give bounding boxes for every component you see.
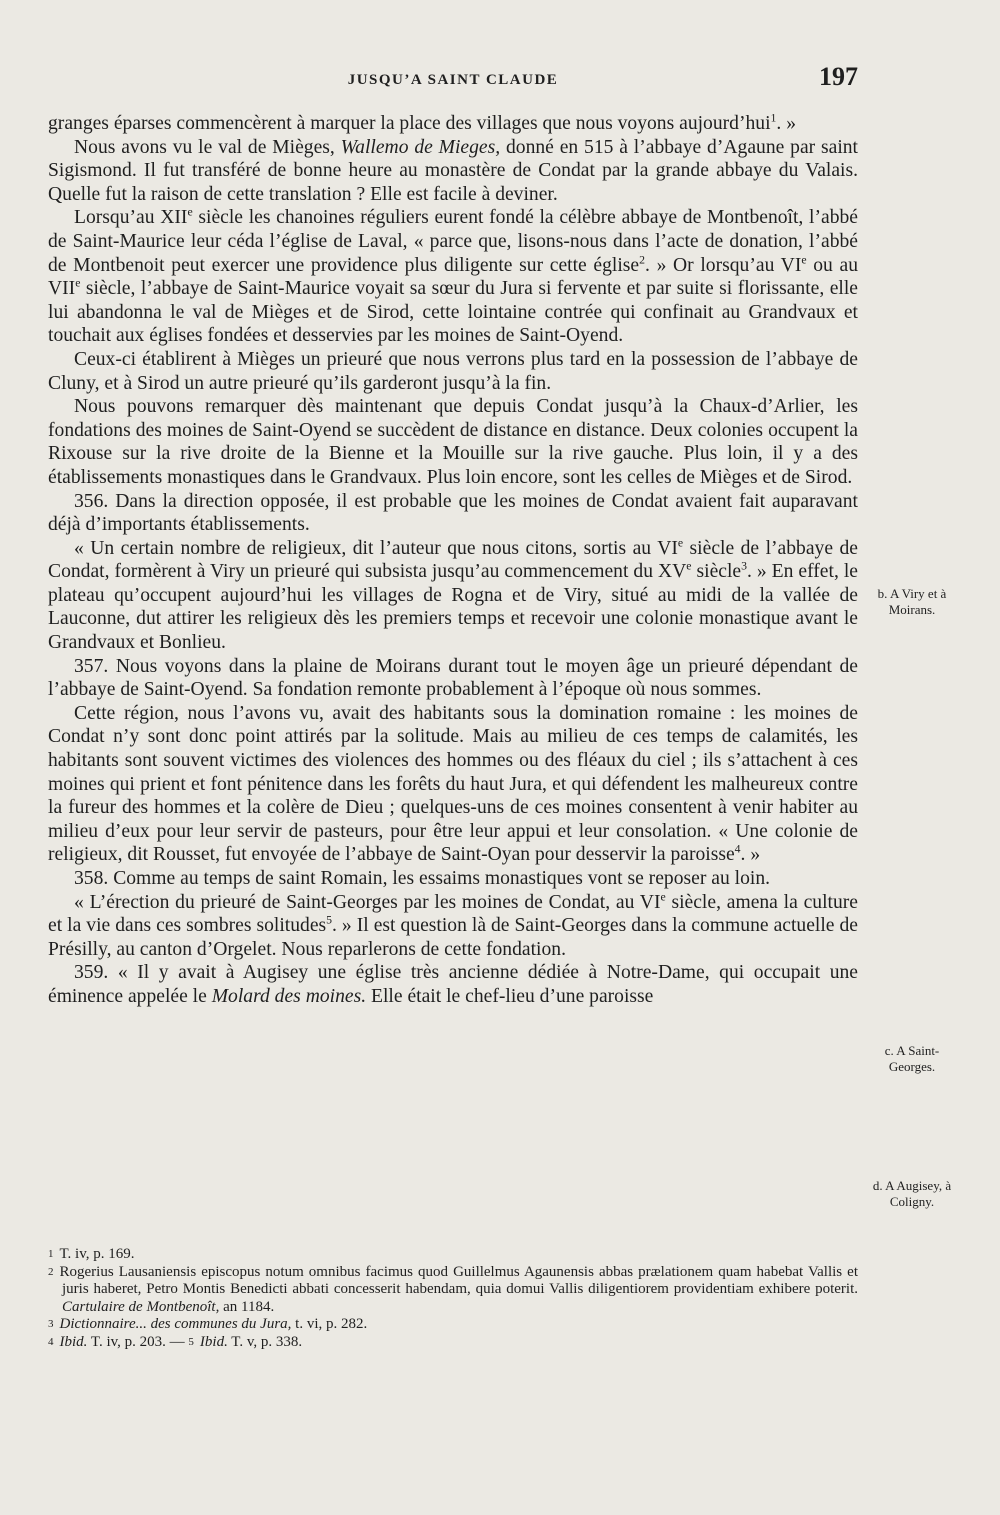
- margin-note-augisey: d. A Augisey, à Coligny.: [872, 1178, 952, 1209]
- paragraph-357: 357. Nous voyons dans la plaine de Moirans durant tout le moyen âge un prieuré dépendant de l’abbaye de Saint-Oyend. Sa fondation remonte probablement à l’époque où nous sommes.: [48, 655, 858, 701]
- paragraph-11: « L’érection du prieuré de Saint-Georges par les moines de Condat, au VIe siècle, amena la culture et la vie dans ces sombres solitudes$^5$. » Il est question là de Saint-Georges dans la commune actuelle de Présilly, au canton d’Orgelet. Nous reparlerons de cette fondation.: [48, 890, 858, 960]
- paragraph-2: Nous avons vu le val de Mièges, Wallemo de Mieges, donné en 515 à l’abbaye d’Agaune par saint Sigismond. Il fut transféré de bonne heure au monastère de Condat par la grande abbaye du Valais. Quelle fut la raison de cette translation ? Elle est facile à deviner.: [48, 136, 859, 205]
- paragraph-4: Ceux-ci établirent à Mièges un prieuré que nous verrons plus tard en la possession de l’abbaye de Cluny, et à Sirod un autre prieuré qu’ils garderont jusqu’à la fin.: [48, 348, 858, 394]
- page-header: [48, 62, 858, 98]
- paragraph-358: 358. Comme au temps de saint Romain, les essaims monastiques vont se reposer au loin.: [74, 868, 771, 889]
- paragraph-359: 359. « Il y avait à Augisey une église très ancienne dédiée à Notre-Dame, qui occupait une éminence appelée le Molard des moines. Elle était le chef-lieu d’une paroisse: [48, 962, 858, 1007]
- footnote-ref-1: 1: [770, 111, 777, 125]
- footnote-3: $^3$ Dictionnaire... des communes du Jura, t. vi, p. 282.: [48, 1316, 368, 1332]
- footnote-1: $^1$ T. iv, p. 169.: [48, 1246, 135, 1262]
- paragraph-3: Lorsqu’au XIIe siècle les chanoines réguliers eurent fondé la célèbre abbaye de Montbenoît, l’abbé de Saint-Maurice leur céda l’église de Laval, « parce que, lisons-nous dans l’acte de donation, l’abbé de Montbenoit peut exercer une providence plus diligente sur cette église$^2$. » Or lorsqu’au VIe ou au VIIe siècle, l’abbaye de Saint-Maurice voyait sa sœur du Jura si fervente et par suite si florissante, elle lui abandonna le val de Mièges et de Sirod, cette lointaine contrée qui confinait au Grandvaux et touchait aux églises fondées et desservies par les moines de Saint-Oyend.: [48, 205, 858, 347]
- body-text: [48, 112, 858, 1009]
- running-title: JUSQU’A SAINT CLAUDE: [347, 72, 559, 88]
- paragraph-356: 356. Dans la direction opposée, il est probable que les moines de Condat avaient fait auparavant déjà d’importants établissements.: [48, 490, 858, 536]
- footnote-ref-3: 3: [741, 559, 747, 573]
- margin-note-saint-georges: c. A Saint-Georges.: [884, 1043, 940, 1074]
- footnote-ref-4: 4: [734, 842, 741, 856]
- footnote-ref-5: 5: [326, 913, 333, 927]
- paragraph-5: Nous pouvons remarquer dès maintenant que depuis Condat jusqu’à la Chaux-d’Arlier, les fondations des moines de Saint-Oyend se succèdent de distance en distance. Deux colonies occupent la Rixouse sur la rive droite de la Bienne et la Mouille sur la rive gauche. Plus loin, il y a des établissements monastiques dans le Grandvaux. Plus loin encore, sont les celles de Mièges et de Sirod.: [48, 396, 858, 488]
- footnote-4-5: $^4$ Ibid. T. iv, p. 203. — $^5$ Ibid. T. v, p. 338.: [48, 1333, 303, 1350]
- paragraph-7: « Un certain nombre de religieux, dit l’auteur que nous citons, sortis au VIe siècle de l’abbaye de Condat, formèrent à Viry un prieuré qui subsista jusqu’au commencement du XVe siècle$^3$. » En effet, le plateau qu’occupent aujourd’hui les villages de Rogna et de Viry, situé au midi de la vallée de Lauconne, dut attirer les religieux dès les premiers temps et recevoir une colonie monastique avant le Grandvaux et Bonlieu.: [48, 536, 858, 654]
- margin-note-viry: b. A Viry et à Moirans.: [877, 586, 947, 617]
- paragraph-9: Cette région, nous l’avons vu, avait des habitants sous la domination romaine : les moines de Condat n’y sont donc point attirés par la solitude. Mais au milieu de ces temps de calamités, les habitants sont souvent victimes des violences des hommes ou des fléaux du ciel ; ils s’attachent à ces moines qui prient et font pénitence dans les forêts du haut Jura, et qui défendent les malheureux contre la fureur des hommes et la colère de Dieu ; quelques-uns de ces moines consentent à venir habiter au milieu d’eux pour leur servir de pasteurs, pour être leur appui et leur consolation. « Une colonie de religieux, dit Rousset, fut envoyée de l’abbaye de Saint-Oyan pour desservir la paroisse$^4$. »: [48, 702, 858, 866]
- footnote-ref-2: 2: [639, 253, 645, 267]
- page-number: 197: [819, 62, 858, 91]
- footnote-2: $^2$ Rogerius Lausaniensis episcopus notum omnibus facimus quod Guillelmus Agaunensis abbas prælationem quam habebat Vallis et juris haberet, Petro Montis Benedicti abbati concesserit habendam, quia domui Vallis diligentiorem providentiam exhibere poterit. Cartulaire de Montbenoît, an 1184.: [48, 1263, 858, 1315]
- paragraph-1: granges éparses commencèrent à marquer la place des villages que nous voyons aujourd’hui$^1$. »: [48, 111, 797, 134]
- footnotes: [48, 1246, 858, 1351]
